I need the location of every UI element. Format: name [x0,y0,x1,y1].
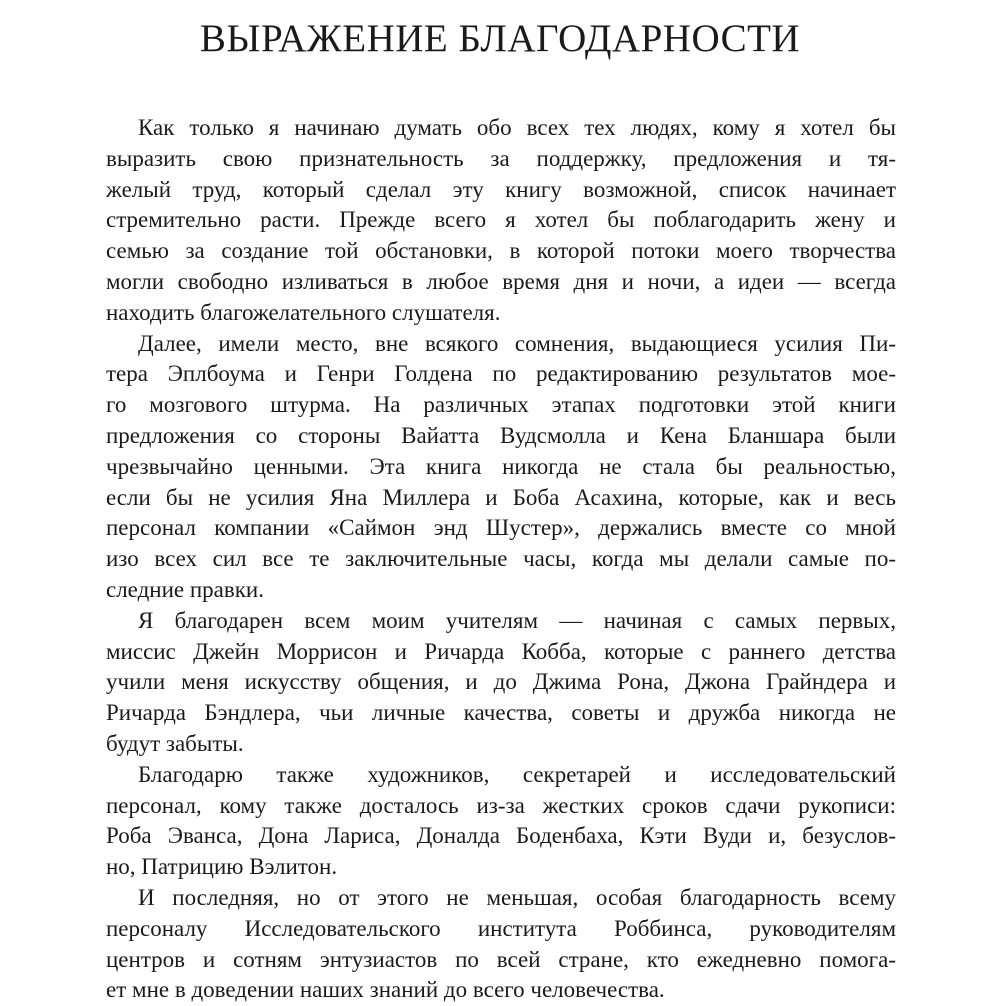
paragraph-3 [106,606,896,760]
text-line: персонал компании «Саймон энд Шустер», держались вместе со мной [106,515,896,541]
text-line: предложения со стороны Вайатта Вудсмолла и Кена Бланшара были [106,422,896,448]
text-line: стремительно расти. Прежде всего я хотел бы поблагодарить жену и [106,207,896,233]
paragraph-1 [106,113,896,329]
text-line: миссис Джейн Моррисон и Ричарда Кобба, которые с раннего детства [106,638,896,664]
text-line: Благодарю также художников, секретарей и исследовательский [138,761,896,787]
text-line: чрезвычайно ценными. Эта книга никогда не стала бы реальностью, [106,453,896,479]
text-line: семью за создание той обстановки, в которой потоки моего творчества [106,238,896,264]
text-line: персоналу Исследовательского института Роббинса, руководителям [106,915,896,941]
text-line: могли свободно изливаться в любое время дня и ночи, а идеи — всегда [106,268,896,294]
paragraph-4 [106,760,896,883]
text-line: персонал, кому также досталось из-за жестких сроков сдачи рукописи: [106,792,896,818]
text-line: И последняя, но от этого не меньшая, особая благодарность всему [138,884,896,910]
paragraph-2 [106,329,896,606]
text-line: следние правки. [106,576,264,602]
page-title: ВЫРАЖЕНИЕ БЛАГОДАРНОСТИ [199,17,801,60]
paragraph-5 [106,883,896,1006]
text-line: но, Патрицию Вэлитон. [106,854,338,880]
text-line: находить благожелательного слушателя. [106,299,501,325]
text-line: тера Эплбоума и Генри Голдена по редактированию результатов мое- [106,361,896,387]
text-line: учили меня искусству общения, и до Джима Рона, Джона Грайндера и [106,669,896,695]
text-line: Как только я начинаю думать обо всех тех людях, кому я хотел бы [138,115,896,140]
text-line: будут забыты. [106,730,244,756]
text-line: Далее, имели место, вне всякого сомнения, выдающиеся усилия Пи- [138,330,896,356]
text-line: центров и сотням энтузиастов по всей стране, кто ежедневно помога- [106,946,896,972]
text-line: ет мне в доведении наших знаний до всего человечества. [106,977,665,1003]
document-body [106,113,896,1006]
text-line: го мозгового штурма. На различных этапах подготовки этой книги [106,392,896,418]
text-line: желый труд, который сделал эту книгу возможной, список начинает [106,176,896,202]
text-line: Ричарда Бэндлера, чьи личные качества, советы и дружба никогда не [106,700,896,726]
text-line: выразить свою признательность за поддержку, предложения и тя- [106,145,896,171]
text-line: если бы не усилия Яна Миллера и Боба Асахина, которые, как и весь [106,484,896,510]
text-line: Я благодарен всем моим учителям — начиная с самых первых, [138,607,896,633]
text-line: изо всех сил все те заключительные часы, когда мы делали самые по- [106,546,896,572]
text-line: Роба Эванса, Дона Лариса, Доналда Боденбаха, Кэти Вуди и, безуслов- [106,823,896,849]
